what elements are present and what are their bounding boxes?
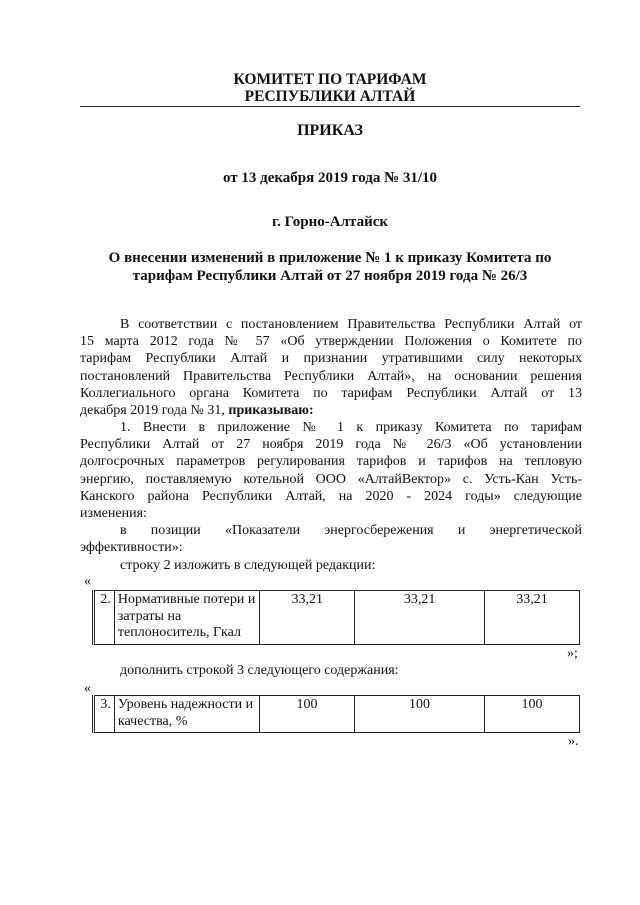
append-row-instruction: дополнить строкой 3 следующего содержания: [120,663,399,678]
row-value-2020: 100 [259,696,354,733]
text-fragment: декабря 2019 года № 31, [80,403,225,419]
doc-date-number: от 13 декабря 2019 года № 31/10 [222,170,438,186]
row-value-2022: 33,21 [484,591,579,645]
text-line: Республики Алтай от 27 ноября 2019 года № 26/3 «Об установлении [80,437,582,453]
header-divider [80,106,580,107]
open-quote-2: « [84,681,91,696]
text-line: тарифам Республики Алтай и признании утратившими силу некоторых [80,351,582,367]
table-row-3 [92,695,580,733]
doc-subject-line1: О внесении изменений в приложение № 1 к приказу Комитета по [108,250,552,266]
row-value-2021: 100 [354,696,484,733]
text-line: 15 марта 2012 года № 57 «Об утверждении Положения о Комитете по [80,334,582,350]
text-line: В соответствии с постановлением Правительства Республики Алтай от [120,317,582,332]
row-value-2021: 33,21 [355,591,485,645]
row-value-2022: 100 [484,696,579,733]
row-indicator-name: Нормативные потери и затраты на теплоноситель, Гкал [114,591,259,645]
row-value-2020: 33,21 [260,591,355,645]
paragraph-basis [80,316,582,419]
text-line: в позиции «Показатели энергосбережения и энергетической [120,523,582,539]
text-line: Канского района Республики Алтай, на 2020 - 2024 годы» следующие [80,488,582,504]
text-line-last: строку 2 изложить в следующей редакции: [120,557,376,573]
text-line-last: эффективности»: [80,540,183,556]
text-line: энергию, поставляемую котельной ООО «АлтайВектор» с. Усть-Кан Усть- [80,471,582,487]
row-number: 3. [94,696,115,733]
paragraph-item-1 [80,419,582,574]
table-row [94,696,580,733]
row-number: 2. [94,591,115,645]
table-row [94,591,580,645]
text-line-last: изменения: [80,506,147,522]
text-line: 1. Внести в приложение № 1 к приказу Комитета по тарифам [120,420,582,435]
text-line-last [80,402,582,419]
doc-city: г. Горно-Алтайск [271,214,389,230]
row-indicator-name: Уровень надежности и качества, % [114,696,259,733]
open-quote-1: « [84,574,91,589]
org-name-line2: РЕСПУБЛИКИ АЛТАЙ [244,88,416,105]
close-quote-2: ». [568,734,579,749]
table-row-2 [92,590,580,645]
close-quote-1: »; [567,646,578,661]
doc-subject-line2: тарифам Республики Алтай от 27 ноября 2019 года № 26/3 [132,268,528,284]
doc-type-title: ПРИКАЗ [297,122,363,139]
text-line: постановлений Правительства Республики Алтай», на основании решения [80,368,582,384]
org-name-line1: КОМИТЕТ ПО ТАРИФАМ [233,71,427,88]
text-line: Коллегиального органа Комитета по тарифам Республики Алтай от 13 [80,385,582,401]
order-keyword: приказываю: [228,403,314,419]
text-line: долгосрочных параметров регулирования тарифов и тарифов на тепловую [80,454,582,470]
